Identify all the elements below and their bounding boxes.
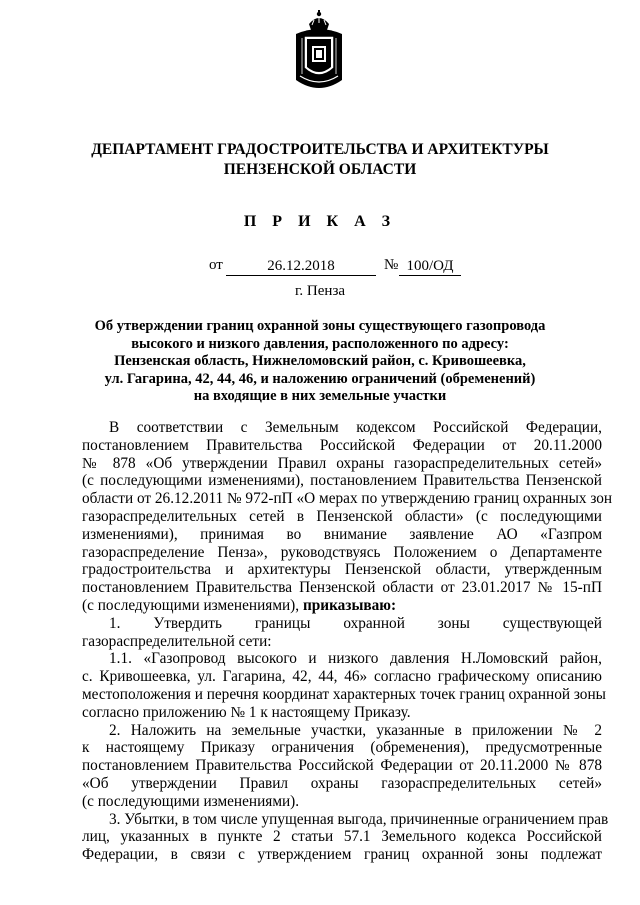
decree-colon: : [391, 596, 397, 614]
date-number-line [0, 257, 640, 279]
body-line: области от 26.12.2011 № 972-пП «О мерах по утверждению границ охранных зон [82, 490, 613, 508]
city: г. Пенза [294, 283, 346, 299]
body-line: местоположения и перечня координат характерных точек границ охранной зоны [82, 685, 606, 703]
title-line: Пензенская область, Нижнеломовский район, с. Кривошеевка, [114, 353, 526, 370]
body-line: согласно приложению № 1 к настоящему Приказу. [82, 703, 411, 721]
title-line: ул. Гагарина, 42, 44, 46, и наложению ограничений (обременений) [104, 370, 536, 387]
body-line: постановлением Правительства Российской Федерации от 20.11.2000 [82, 436, 602, 454]
body-line: лиц, указанных в пункте 2 статьи 57.1 Земельного кодекса Российской [82, 828, 602, 846]
document-body [82, 419, 613, 864]
body-line: постановлением Правительства Российской Федерации от 20.11.2000 № 878 [82, 757, 602, 775]
number-prefix: № [384, 257, 399, 273]
body-line: (с последующими изменениями), постановлением Правительства Пензенской [82, 472, 602, 490]
title-line: на входящие в них земельные участки [193, 388, 447, 405]
coat-of-arms-icon [292, 10, 346, 94]
document-type: П Р И К А З [243, 213, 397, 230]
document-date: 26.12.2018 [226, 257, 376, 276]
body-line: с. Кривошеевка, ул. Гагарина, 42, 44, 46» согласно графическому описанию [82, 668, 602, 686]
body-line: В соответствии с Земельным кодексом Российской Федерации, [109, 419, 602, 436]
document-number: 100/ОД [399, 257, 461, 276]
body-line: 1.1. «Газопровод высокого и низкого давления Н.Ломовский район, [109, 650, 602, 668]
body-line: «Об утверждении Правил охраны газораспределительных сетей» [82, 774, 602, 792]
title-line: высокого и низкого давления, расположенного по адресу: [131, 335, 509, 352]
title-line: Об утверждении границ охранной зоны существующего газопровода [94, 318, 546, 334]
body-line: градостроительства и архитектуры Пензенской области, утвержденным [82, 561, 602, 579]
department-name-line1: ДЕПАРТАМЕНТ ГРАДОСТРОИТЕЛЬСТВА И АРХИТЕКТУРЫ [91, 141, 549, 158]
decree-word: приказываю [302, 596, 391, 614]
date-prefix: от [209, 257, 223, 273]
body-line-with-decree [82, 597, 602, 615]
body-line-text: (с последующими изменениями), [82, 596, 300, 614]
body-line: газораспределительных сетей в Пензенской области» (с последующими [82, 507, 602, 525]
body-line: Федерации, в связи с утверждением границ охранной зоны подлежат [82, 846, 602, 864]
body-line: 3. Убытки, в том числе упущенная выгода, причиненные ограничением прав [109, 810, 609, 828]
body-line: 2. Наложить на земельные участки, указанные в приложении № 2 [109, 721, 602, 739]
body-line: газораспределительной сети: [82, 632, 272, 650]
document-title [90, 318, 550, 406]
department-name-line2: ПЕНЗЕНСКОЙ ОБЛАСТИ [223, 161, 417, 178]
body-line: № 878 «Об утверждении Правил охраны газораспределительных сетей» [82, 454, 602, 472]
body-line: изменениями), принимая во внимание заявление АО «Газпром [82, 525, 602, 543]
body-line: постановлением Правительства Пензенской области от 23.01.2017 № 15-пП [82, 579, 602, 597]
body-line: 1. Утвердить границы охранной зоны существующей [109, 614, 602, 632]
body-line: к настоящему Приказу ограничения (обременения), предусмотренные [82, 739, 602, 757]
body-line: газораспределение Пенза», руководствуясь Положением о Департаменте [82, 543, 602, 561]
body-line: (с последующими изменениями). [82, 792, 300, 810]
